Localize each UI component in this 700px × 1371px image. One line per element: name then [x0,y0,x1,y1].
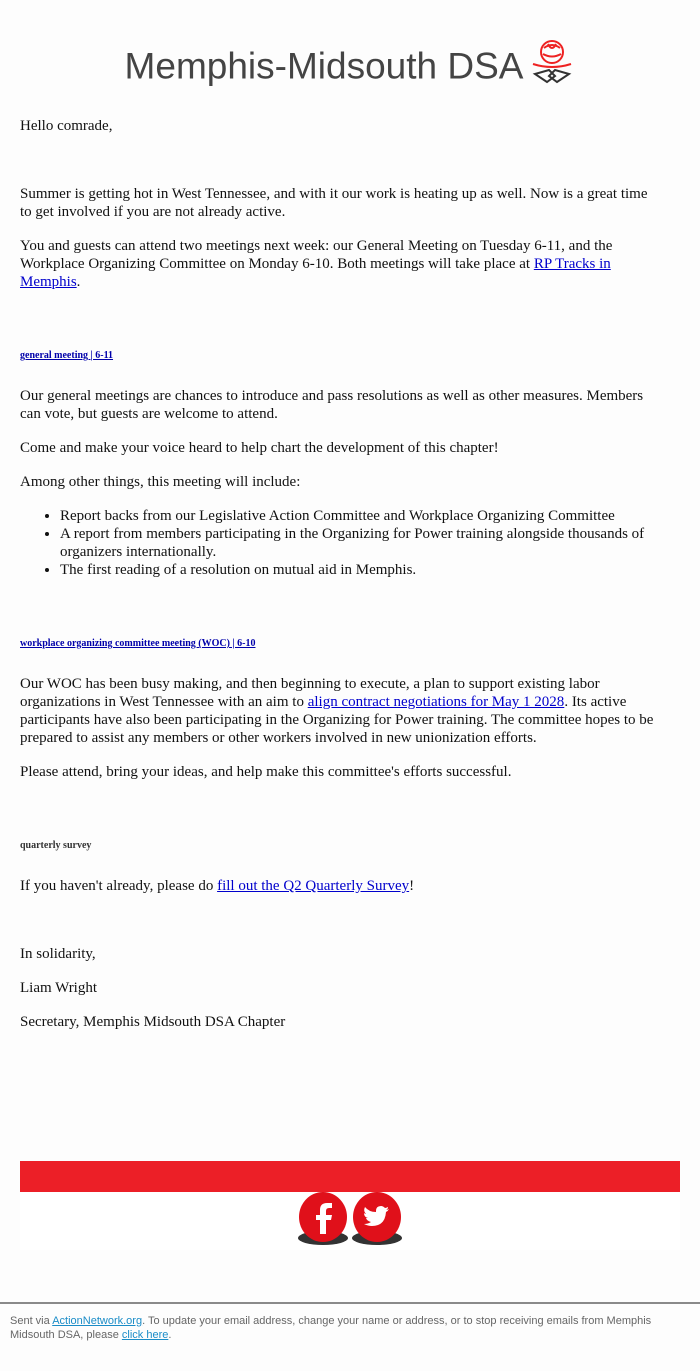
facebook-icon[interactable] [297,1192,349,1246]
twitter-icon[interactable] [351,1192,403,1246]
greeting: Hello comrade, [20,118,113,134]
venue-link[interactable]: RP Tracks in Memphis [20,256,611,290]
general-paragraph-3: Among other things, this meeting will include: [20,474,301,490]
signer-title: Secretary, Memphis Midsouth DSA Chapter [20,1014,286,1030]
page-title [0,38,700,99]
woc-heading [20,638,660,650]
woc-link[interactable]: workplace organizing committee meeting (WOC) | 6-10 [20,638,256,649]
unsubscribe-link[interactable]: click here [121,1329,169,1341]
footer-divider [0,1302,700,1304]
list-item: • A report from members participating in the Organizing for Power training alongside thousands of organizers internationally. [60,525,660,561]
social-links [20,1192,680,1250]
closing: In solidarity, [20,946,96,962]
woc-paragraph-1: Our WOC has been busy making, and then beginning to execute, a plan to support existing labor organizations in West Tennessee with an aim to align contract negotiations for May 1 2028. Its active participants have also been participating in the Organizing for Power training. The committee hopes to be prepared to assist any members or other workers involved in new unionization efforts. [20,676,654,746]
survey-heading: quarterly survey [20,840,92,851]
general-meeting-heading [20,350,660,362]
general-meeting-link[interactable]: general meeting | 6-11 [20,350,114,361]
signer-name: Liam Wright [20,980,98,996]
agenda-list [20,507,660,579]
actionnetwork-link[interactable]: ActionNetwork.org [52,1315,143,1327]
org-name: Memphis-Midsouth DSA [124,45,524,87]
intro-paragraph: Summer is getting hot in West Tennessee, and with it our work is heating up as well. Now is a great time to get involved if you are not already active. [20,186,648,220]
general-paragraph-1: Our general meetings are chances to introduce and pass resolutions as well as other measures. Members can vote, but guests are welcome to attend. [20,388,644,422]
woc-paragraph-2: Please attend, bring your ideas, and help make this committee's efforts successful. [20,764,512,780]
footer-text: Sent via ActionNetwork.org. To update your email address, change your name or address, or to stop receiving emails from Memphis Midsouth DSA, please click here. [10,1315,652,1341]
dsa-rose-logo-icon [529,38,575,99]
list-item: • The first reading of a resolution on mutual aid in Memphis. [60,561,660,579]
list-item: • Report backs from our Legislative Action Committee and Workplace Organizing Committee [60,507,660,525]
survey-link[interactable]: fill out the Q2 Quarterly Survey [217,878,410,894]
contract-link[interactable]: align contract negotiations for May 1 2028 [307,694,565,710]
red-banner [20,1161,680,1192]
meetings-paragraph: You and guests can attend two meetings next week: our General Meeting on Tuesday 6-11, and the Workplace Organizing Committee on Monday 6-10. Both meetings will take place at RP Tracks in Memphis. [20,238,613,290]
survey-paragraph: If you haven't already, please do fill out the Q2 Quarterly Survey! [20,878,415,894]
general-paragraph-2: Come and make your voice heard to help chart the development of this chapter! [20,440,499,456]
